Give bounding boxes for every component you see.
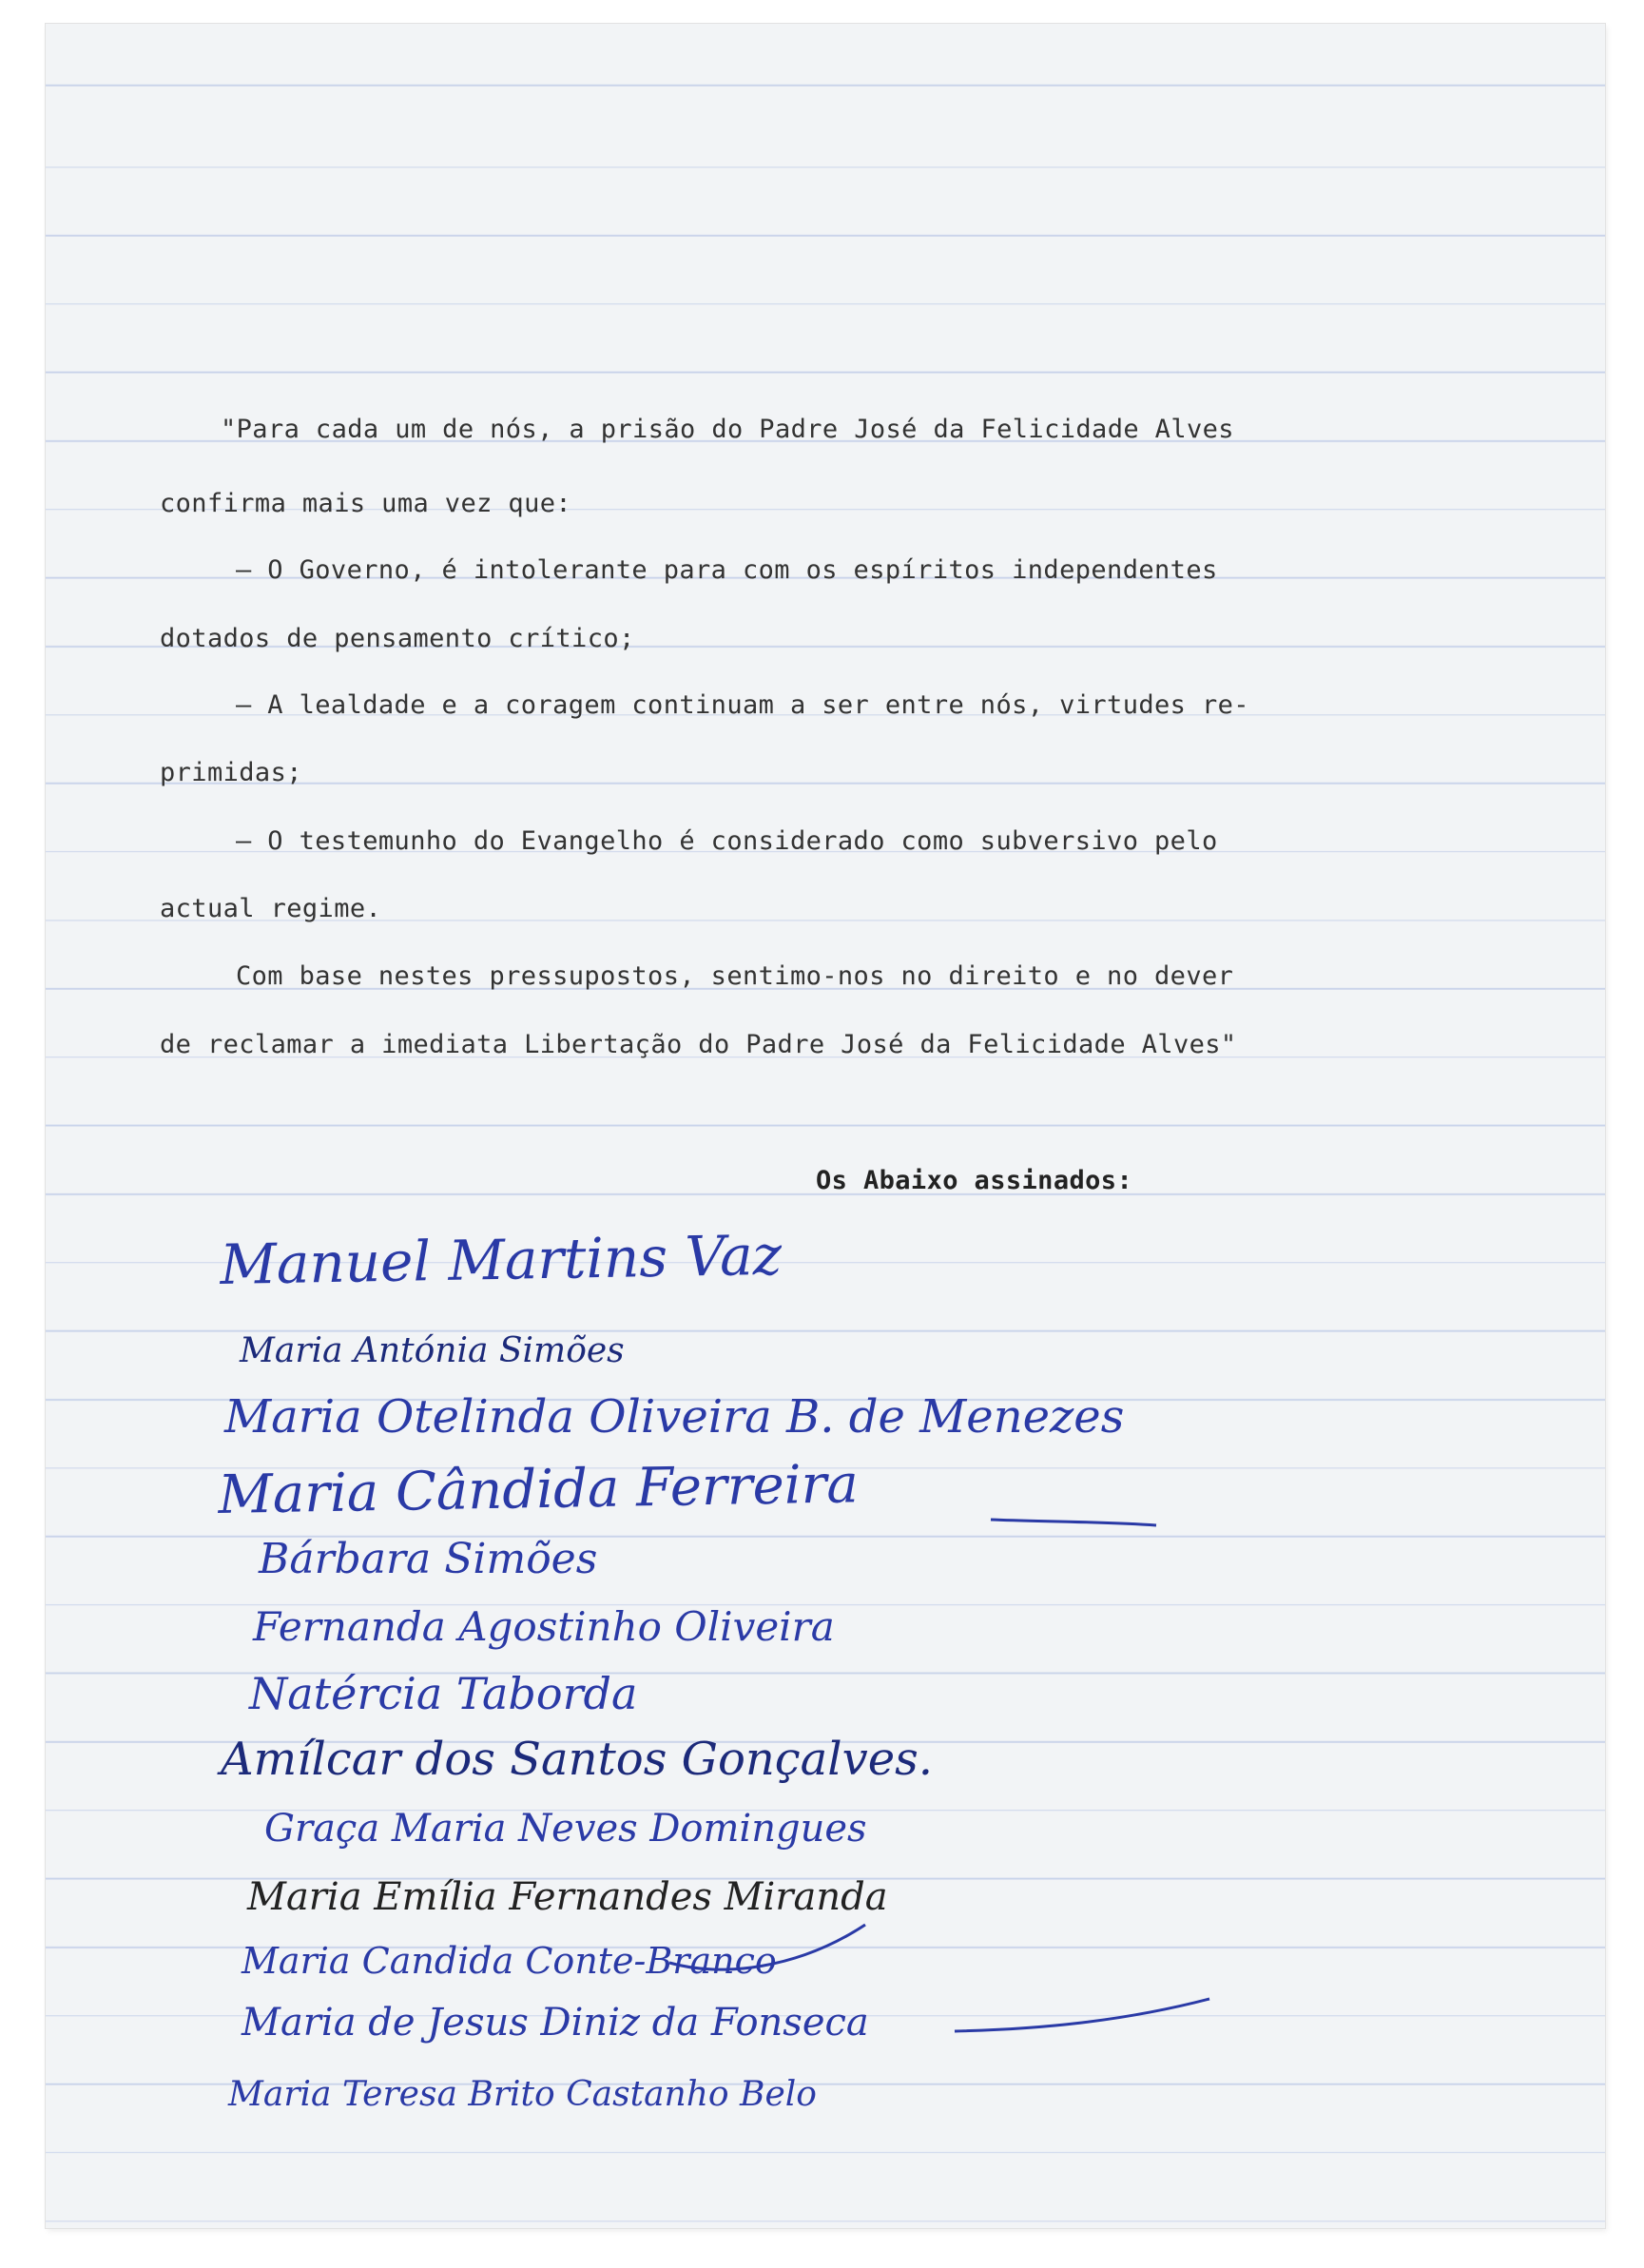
signature-4: Maria Cândida Ferreira bbox=[217, 1453, 860, 1526]
signature-5: Bárbara Simões bbox=[259, 1535, 598, 1583]
signature-1: Manuel Martins Vaz bbox=[219, 1222, 783, 1297]
signature-flourish-underline-4 bbox=[989, 1493, 1160, 1531]
letter-line-2: confirma mais uma vez que: bbox=[160, 489, 572, 518]
signature-flourish-11 bbox=[666, 1921, 875, 1987]
signature-6: Fernanda Agostinho Oliveira bbox=[253, 1603, 835, 1650]
signature-3: Maria Otelinda Oliveira B. de Menezes bbox=[224, 1390, 1125, 1444]
signature-10: Maria Emília Fernandes Miranda bbox=[247, 1875, 888, 1919]
signature-9: Graça Maria Neves Domingues bbox=[264, 1807, 867, 1851]
letter-line-10: de reclamar a imediata Libertação do Padre José da Felicidade Alves" bbox=[160, 1030, 1237, 1059]
signature-12: Maria de Jesus Diniz da Fonseca bbox=[242, 2001, 869, 2045]
signature-13: Maria Teresa Brito Castanho Belo bbox=[228, 2075, 817, 2114]
signature-8: Amílcar dos Santos Gonçalves. bbox=[221, 1733, 934, 1786]
signature-2: Maria Antónia Simões bbox=[240, 1331, 625, 1370]
letter-line-5: — A lealdade e a coragem continuam a ser entre nós, virtudes re- bbox=[236, 690, 1249, 720]
letter-line-1: "Para cada um de nós, a prisão do Padre José da Felicidade Alves bbox=[221, 415, 1234, 444]
signature-7: Natércia Taborda bbox=[249, 1668, 638, 1719]
closing-label: Os Abaixo assinados: bbox=[816, 1166, 1133, 1195]
signature-flourish-12 bbox=[951, 1993, 1217, 2041]
letter-line-4: dotados de pensamento crítico; bbox=[160, 624, 635, 653]
letter-line-9: Com base nestes pressupostos, sentimo-nos no direito e no dever bbox=[236, 961, 1234, 991]
letter-line-8: actual regime. bbox=[160, 894, 382, 923]
letter-line-3: — O Governo, é intolerante para com os espíritos independentes bbox=[236, 555, 1218, 585]
letter-line-7: — O testemunho do Evangelho é considerado como subversivo pelo bbox=[236, 826, 1218, 856]
signature-11: Maria Candida Conte-Branco bbox=[242, 1940, 777, 1982]
letter-line-6: primidas; bbox=[160, 758, 302, 787]
